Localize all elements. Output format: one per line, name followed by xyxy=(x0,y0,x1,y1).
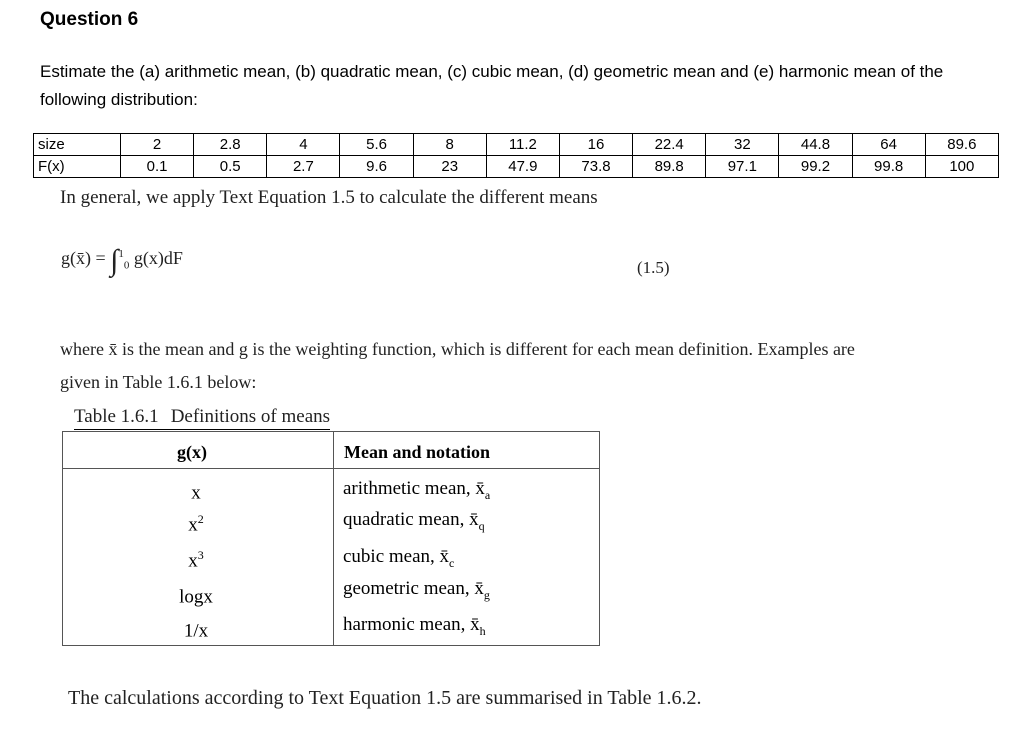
size-cell: 11.2 xyxy=(486,134,559,156)
equation-lhs: g(x̄) = xyxy=(61,248,106,268)
caption-title: Definitions of means xyxy=(170,406,331,427)
g-cell-harmonic: 1/x xyxy=(183,620,209,642)
mean-cell-quadratic: quadratic mean, $x̄_q$ xyxy=(343,509,485,533)
summary-text: The calculations according to Text Equation 1.5 are summarised in Table 1.6.2. xyxy=(68,687,702,709)
size-row xyxy=(34,134,999,156)
column-divider xyxy=(333,432,334,645)
mean-cell-arithmetic: arithmetic mean, $x̄_a$ xyxy=(343,478,491,502)
mean-cell-geometric: geometric mean, $x̄_g$ xyxy=(343,578,490,602)
fx-cell: 73.8 xyxy=(559,156,632,178)
fx-label: F(x) xyxy=(34,156,121,178)
fx-cell: 23 xyxy=(413,156,486,178)
fx-cell: 99.8 xyxy=(852,156,925,178)
distribution-table xyxy=(33,133,999,178)
size-cell: 89.6 xyxy=(925,134,998,156)
size-cell: 22.4 xyxy=(633,134,706,156)
mean-cell-cubic: cubic mean, $x̄_c$ xyxy=(343,546,455,570)
header-divider xyxy=(63,468,599,469)
table-caption xyxy=(74,405,330,430)
equation-number: (1.5) xyxy=(637,258,670,277)
fx-cell: 97.1 xyxy=(706,156,779,178)
integral-lower: 0 xyxy=(123,259,130,272)
fx-cell: 89.8 xyxy=(633,156,706,178)
size-cell: 4 xyxy=(267,134,340,156)
fx-cell: 9.6 xyxy=(340,156,413,178)
fx-cell: 0.1 xyxy=(121,156,194,178)
g-cell-arithmetic: x xyxy=(191,482,201,504)
header-mean: Mean and notation xyxy=(344,442,491,462)
fx-cell: 100 xyxy=(925,156,998,178)
integral-symbol: ∫ xyxy=(110,244,119,277)
size-cell: 44.8 xyxy=(779,134,852,156)
size-label: size xyxy=(34,134,121,156)
fx-row xyxy=(34,156,999,178)
definitions-table xyxy=(62,431,600,646)
where-text: where x̄ is the mean and g is the weighting function, which is different for each mean definition. Examples are given in Table 1.6.1 below: xyxy=(60,339,855,392)
g-cell-cubic: $x^3$ xyxy=(188,548,204,572)
mean-cell-harmonic: harmonic mean, $x̄_h$ xyxy=(343,614,486,638)
header-g: g(x) xyxy=(177,442,207,462)
fx-cell: 99.2 xyxy=(779,156,852,178)
fx-cell: 47.9 xyxy=(486,156,559,178)
size-cell: 64 xyxy=(852,134,925,156)
size-cell: 2.8 xyxy=(194,134,267,156)
g-cell-quadratic: $x^2$ xyxy=(188,512,204,536)
fx-cell: 2.7 xyxy=(267,156,340,178)
equation-1-5 xyxy=(61,244,183,278)
integral-upper: 1 xyxy=(118,248,124,260)
caption-number: Table 1.6.1 xyxy=(74,406,159,427)
size-cell: 16 xyxy=(559,134,632,156)
size-cell: 8 xyxy=(413,134,486,156)
equation-rhs: g(x)dF xyxy=(133,248,183,268)
fx-cell: 0.5 xyxy=(194,156,267,178)
question-intro: Estimate the (a) arithmetic mean, (b) quadratic mean, (c) cubic mean, (d) geometric mean and (e) harmonic mean of the following distribution: xyxy=(40,62,944,109)
question-heading: Question 6 xyxy=(40,9,139,30)
g-cell-geometric: logx xyxy=(179,586,213,608)
apply-text: In general, we apply Text Equation 1.5 to calculate the different means xyxy=(60,187,598,208)
size-cell: 2 xyxy=(121,134,194,156)
size-cell: 32 xyxy=(706,134,779,156)
size-cell: 5.6 xyxy=(340,134,413,156)
